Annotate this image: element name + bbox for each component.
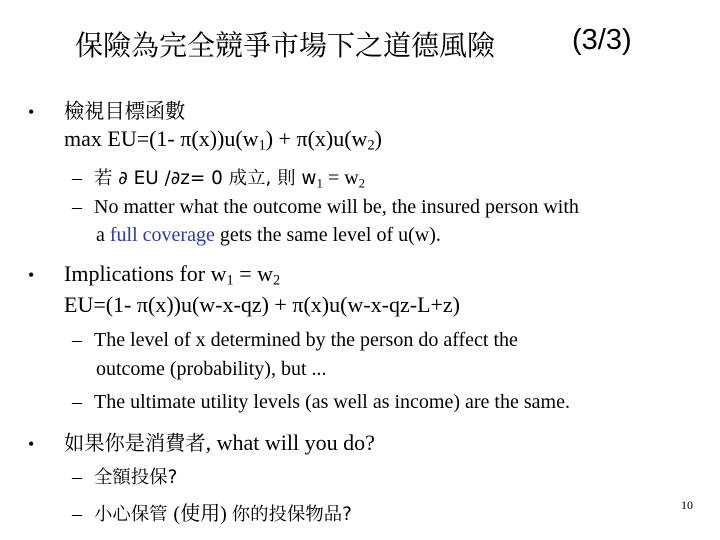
eq-part: (x))u(w bbox=[191, 126, 259, 151]
bullet-consumer-question bbox=[28, 427, 375, 456]
sub-bullet-level-of-x bbox=[72, 329, 518, 352]
eq-part: ) + bbox=[265, 126, 297, 151]
eq-part: max EU=(1- bbox=[64, 126, 181, 151]
eq-part: ) bbox=[374, 126, 382, 151]
pi-symbol: π bbox=[180, 126, 192, 151]
condition-text: = w bbox=[322, 167, 359, 189]
sub-bullet-condition bbox=[72, 164, 365, 191]
pi-symbol: π bbox=[296, 126, 308, 151]
subscript: 1 bbox=[258, 137, 266, 154]
full-coverage-line-2 bbox=[96, 224, 441, 247]
bullet-dot: • bbox=[28, 265, 35, 285]
dash-marker: – bbox=[72, 167, 82, 189]
consumer-question-en: , what will you do? bbox=[205, 430, 375, 455]
dash-marker: – bbox=[72, 391, 82, 413]
utility-levels-text: The ultimate utility levels (as well as income) are the same. bbox=[94, 391, 570, 413]
full-coverage-line-1: No matter what the outcome will be, the insured person with bbox=[94, 196, 579, 218]
condition-text: 若 ∂ EU /∂z= 0 成立, 則 w bbox=[94, 168, 317, 189]
level-of-x-line-2: outcome (probability), but ... bbox=[96, 358, 327, 380]
bullet-objective-heading bbox=[28, 95, 185, 124]
heading-part: Implications for w bbox=[64, 261, 227, 286]
subscript: 1 bbox=[226, 272, 234, 289]
sub-bullet-full-coverage bbox=[72, 196, 579, 219]
objective-equation bbox=[64, 126, 382, 155]
bullet-dot: • bbox=[28, 102, 35, 122]
implications-equation bbox=[64, 292, 460, 318]
eq-part: (x))u(w-x-qz) + bbox=[148, 292, 293, 317]
custody-text-part: (使用) bbox=[173, 503, 232, 525]
full-insurance-text: 全額投保? bbox=[94, 467, 178, 488]
text-part: a bbox=[96, 224, 110, 246]
subscript: 2 bbox=[358, 175, 366, 191]
subscript: 1 bbox=[316, 175, 323, 191]
page-number: 10 bbox=[681, 498, 693, 512]
subscript: 2 bbox=[367, 137, 375, 154]
sub-bullet-full-insurance bbox=[72, 463, 177, 489]
eq-part: (x)u(w bbox=[307, 126, 368, 151]
text-part: gets the same level of u(w). bbox=[214, 224, 441, 246]
subscript: 2 bbox=[272, 272, 281, 289]
custody-text-part: 你的投保物品? bbox=[231, 504, 352, 525]
dash-marker: – bbox=[72, 329, 82, 351]
slide-title: 保險為完全競爭市場下之道德風險 bbox=[75, 29, 496, 62]
pi-symbol: π bbox=[136, 292, 148, 317]
sub-bullet-careful-custody bbox=[72, 497, 352, 526]
heading-part: = w bbox=[233, 261, 273, 286]
consumer-question-cjk: 如果你是消費者 bbox=[64, 431, 206, 455]
level-of-x-line-1: The level of x determined by the person do affect the bbox=[94, 329, 518, 351]
objective-heading-text: 檢視目標函數 bbox=[64, 99, 186, 123]
eq-part: (x)u(w-x-qz-L+z) bbox=[303, 292, 460, 317]
custody-text-part: 小心保管 bbox=[94, 504, 174, 525]
dash-marker: – bbox=[72, 196, 82, 218]
bullet-dot: • bbox=[28, 434, 35, 454]
sub-bullet-utility-levels bbox=[72, 391, 570, 414]
slide-part-indicator: (3/3) bbox=[572, 24, 632, 56]
pi-symbol: π bbox=[292, 292, 304, 317]
bullet-implications-heading bbox=[28, 261, 280, 290]
dash-marker: – bbox=[72, 466, 82, 488]
dash-marker: – bbox=[72, 503, 82, 525]
eq-part: EU=(1- bbox=[64, 292, 137, 317]
full-coverage-highlight: full coverage bbox=[109, 224, 215, 246]
